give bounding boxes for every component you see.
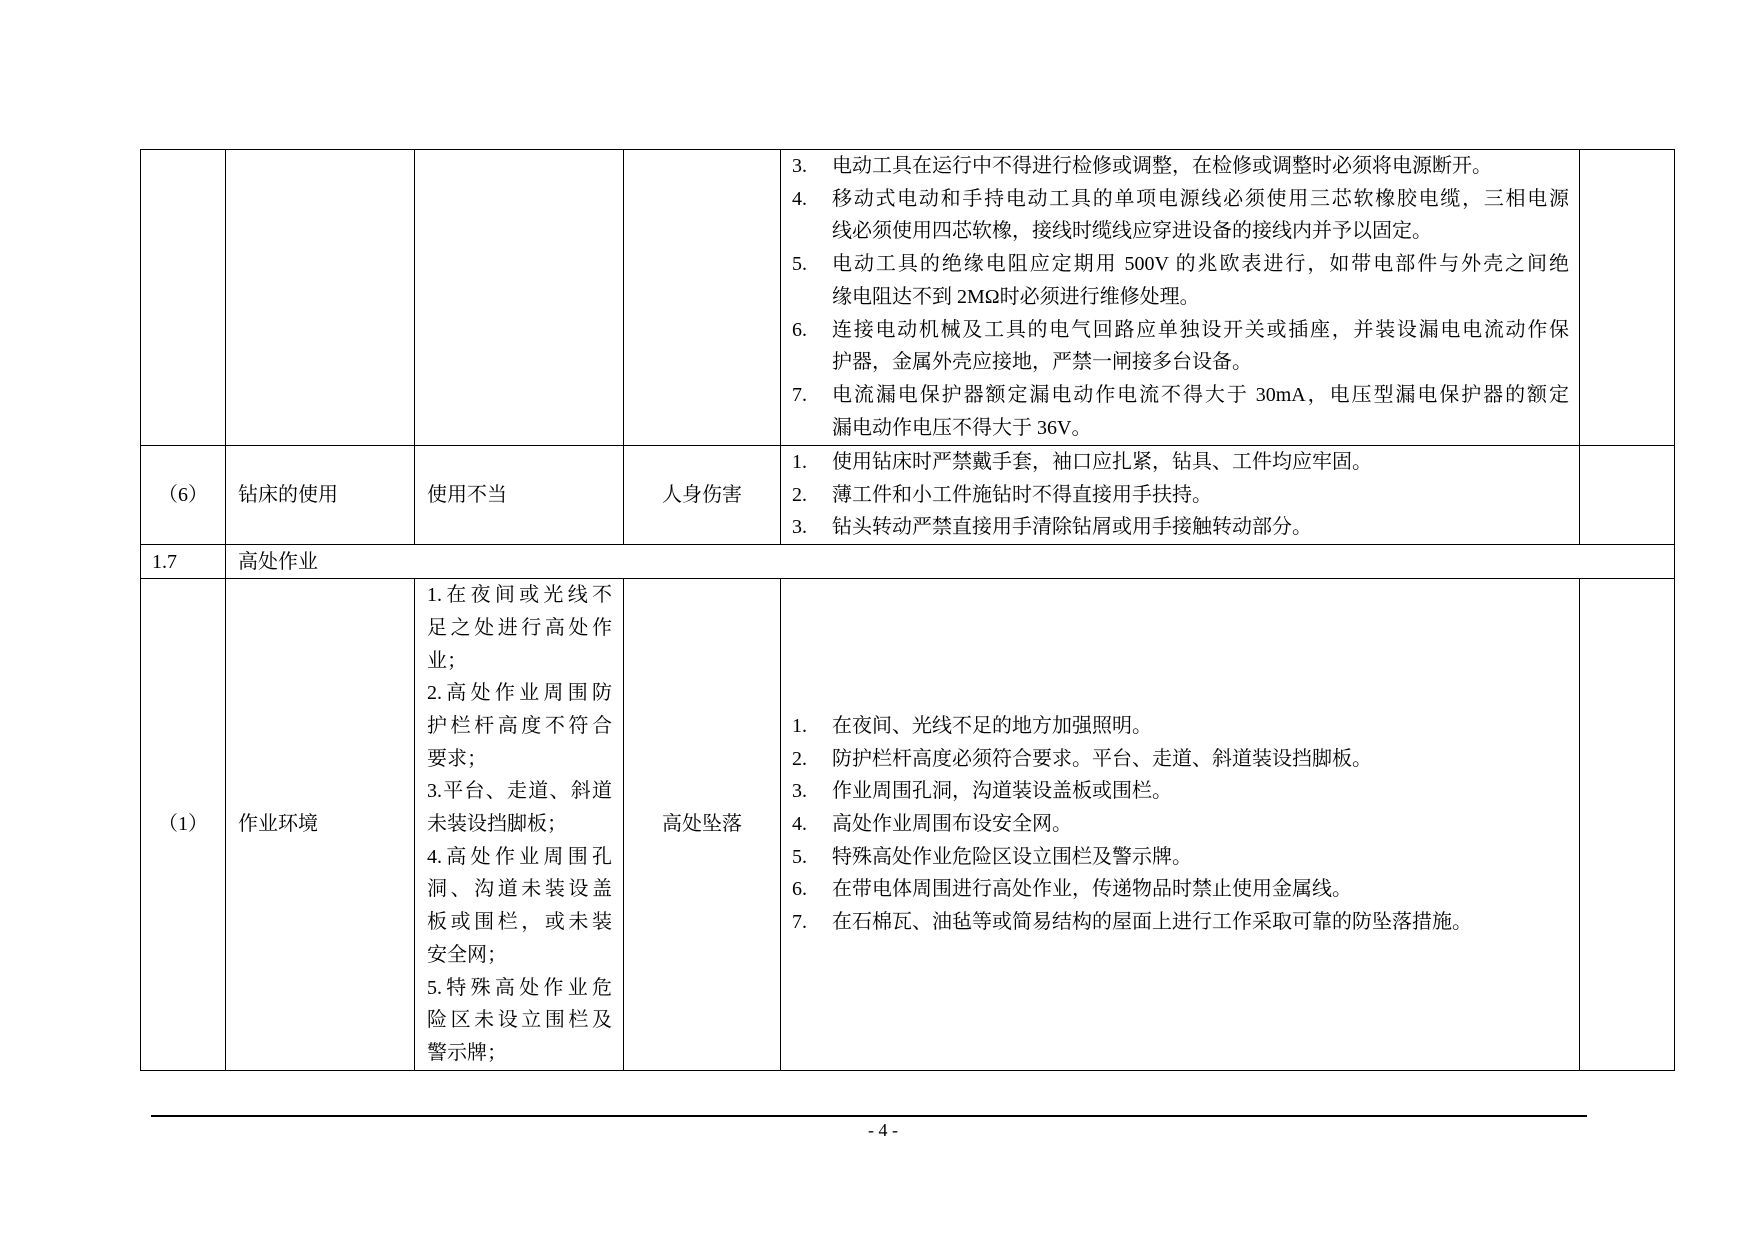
- measure-item: [792, 248, 1568, 313]
- page-number: - 4 -: [868, 1120, 898, 1140]
- measure-text: [832, 314, 1569, 379]
- measure-number: 5.: [792, 845, 807, 868]
- measure-item: [792, 511, 1568, 544]
- measure-item: [792, 150, 1568, 183]
- measure-text: 作业周围孔洞，沟道装设盖板或围栏。: [832, 780, 1172, 803]
- cause-line: 安全网；: [427, 943, 507, 966]
- measure-number: 5.: [792, 253, 807, 276]
- number-cell: [141, 150, 226, 446]
- measure-item: [792, 841, 1568, 874]
- measure-number: 7.: [792, 911, 807, 934]
- measure-text-line: 护器，金属外壳应接地，严禁一闸接多台设备。: [832, 351, 1252, 374]
- measure-text-line: 电动工具在运行中不得进行检修或调整，在检修或调整时必须将电源断开。: [832, 155, 1492, 177]
- measure-text: 在夜间、光线不足的地方加强照明。: [832, 714, 1152, 737]
- cause-item: [427, 841, 612, 972]
- measure-item: [792, 906, 1568, 939]
- measure-item: [792, 808, 1568, 841]
- measure-text-line: 连接电动机械及工具的电气回路应单独设开关或插座，并装设漏电电流动作保: [832, 318, 1569, 341]
- measure-item: [792, 775, 1568, 808]
- table-row: [141, 446, 1675, 545]
- measure-number: 4.: [792, 187, 807, 210]
- measure-item: [792, 873, 1568, 906]
- measure-number: 2.: [792, 747, 807, 770]
- measure-number: 1.: [792, 714, 807, 737]
- measure-text: [832, 150, 1569, 183]
- cause-cell: 使用不当: [415, 446, 624, 545]
- item-cell: 钻床的使用: [226, 446, 415, 545]
- hazard-cell: [624, 150, 781, 446]
- measure-text-line: 缘电阻达不到 2MΩ时必须进行维修处理。: [832, 285, 1200, 308]
- cause-item: [427, 775, 612, 840]
- measure-text-line: 电流漏电保护器额定漏电动作电流不得大于 30mA，电压型漏电保护器的额定: [832, 383, 1569, 406]
- section-row: [141, 545, 1675, 579]
- measure-number: 4.: [792, 813, 807, 836]
- number-cell: （6）: [141, 446, 226, 545]
- cause-line: 险区未设立围栏及: [427, 1009, 612, 1032]
- measure-number: 6.: [792, 878, 807, 901]
- cause-line: 警示牌；: [427, 1041, 507, 1064]
- measures-cell: [781, 150, 1580, 446]
- measure-number: 1.: [792, 451, 807, 473]
- measure-item: [792, 183, 1568, 248]
- hazard-cell: 高处坠落: [624, 579, 781, 1071]
- measure-item: [792, 379, 1568, 444]
- measures-cell: [781, 579, 1580, 1071]
- measure-item: [792, 479, 1568, 512]
- measure-text: 在带电体周围进行高处作业，传递物品时禁止使用金属线。: [832, 878, 1352, 901]
- measure-text: 特殊高处作业危险区设立围栏及警示牌。: [832, 845, 1192, 868]
- section-number: 1.7: [141, 545, 226, 579]
- cause-item: [427, 677, 612, 775]
- cause-line: 2.高处作业周围防: [427, 682, 612, 705]
- measure-number: 7.: [792, 383, 807, 406]
- measure-text: 在石棉瓦、油毡等或简易结构的屋面上进行工作采取可靠的防坠落措施。: [832, 911, 1472, 934]
- measure-number: 3.: [792, 155, 807, 177]
- measure-number: 3.: [792, 780, 807, 803]
- measure-text-line: 线必须使用四芯软橡，接线时缆线应穿进设备的接线内并予以固定。: [832, 220, 1432, 243]
- measure-item: [792, 743, 1568, 776]
- hazard-table: [140, 149, 1675, 1071]
- measure-item: [792, 314, 1568, 379]
- item-cell: [226, 150, 415, 446]
- measure-number: 2.: [792, 483, 807, 506]
- measure-text-line: 电动工具的绝缘电阻应定期用 500V 的兆欧表进行，如带电部件与外壳之间绝: [832, 253, 1569, 276]
- cause-cell: [415, 150, 624, 446]
- cause-line: 业；: [427, 649, 467, 672]
- measure-item: [792, 446, 1568, 479]
- cause-line: 洞、沟道未装设盖: [427, 878, 612, 901]
- cause-line: 4.高处作业周围孔: [427, 845, 612, 868]
- table-row: [141, 150, 1675, 446]
- measure-item: [792, 710, 1568, 743]
- measure-text-line: 漏电动作电压不得大于 36V。: [832, 416, 1092, 439]
- cause-line: 要求；: [427, 747, 487, 770]
- table-row: [141, 579, 1675, 1071]
- measure-text: 防护栏杆高度必须符合要求。平台、走道、斜道装设挡脚板。: [832, 747, 1372, 770]
- remarks-cell: [1580, 150, 1675, 446]
- cause-line: 护栏杆高度不符合: [427, 714, 612, 737]
- cause-cell: [415, 579, 624, 1071]
- footer-divider: [151, 1115, 1587, 1117]
- cause-line: 1.在夜间或光线不: [427, 584, 612, 607]
- cause-line: 板或围栏，或未装: [427, 911, 612, 934]
- cause-item: [427, 579, 612, 677]
- cause-line: 未装设挡脚板；: [427, 813, 567, 836]
- number-cell: （1）: [141, 579, 226, 1071]
- cause-item: [427, 972, 612, 1070]
- cause-line: 足之处进行高处作: [427, 616, 612, 639]
- measure-text: 高处作业周围布设安全网。: [832, 813, 1072, 836]
- measure-text: [832, 248, 1569, 313]
- measure-text: 使用钻床时严禁戴手套，袖口应扎紧，钻具、工件均应牢固。: [832, 451, 1372, 473]
- measure-text: [832, 379, 1569, 444]
- item-cell: 作业环境: [226, 579, 415, 1071]
- measure-number: 3.: [792, 516, 807, 539]
- section-title: 高处作业: [226, 545, 1675, 579]
- measure-number: 6.: [792, 318, 807, 341]
- measure-text: 钻头转动严禁直接用手清除钻屑或用手接触转动部分。: [832, 516, 1312, 539]
- cause-line: 5.特殊高处作业危: [427, 976, 612, 999]
- measure-text: [832, 183, 1569, 248]
- measure-text: 薄工件和小工件施钻时不得直接用手扶持。: [832, 483, 1212, 506]
- measure-text-line: 移动式电动和手持电动工具的单项电源线必须使用三芯软橡胶电缆，三相电源: [832, 187, 1569, 210]
- remarks-cell: [1580, 446, 1675, 545]
- measures-cell: [781, 446, 1580, 545]
- cause-line: 3.平台、走道、斜道: [427, 780, 612, 803]
- hazard-cell: 人身伤害: [624, 446, 781, 545]
- remarks-cell: [1580, 579, 1675, 1071]
